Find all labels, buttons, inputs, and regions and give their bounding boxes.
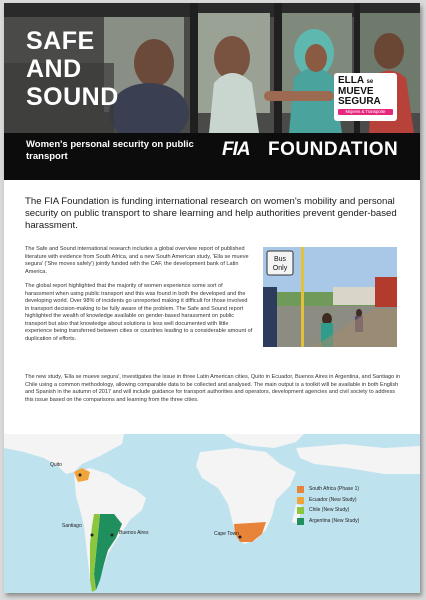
map-label-buenos-aires: Buenos Aires [119, 530, 149, 536]
bus-stop-photo [263, 247, 397, 347]
quito-marker [79, 474, 82, 477]
body-paragraph: The new study, 'Ella se mueve segura', investigates the issue in three Latin American cities, Quito in Ecuador, Buenos Aires in Argentina, and Santiago in Chile using a common methodology, allowing comparable data to be collected and analysed. The main output is a toolkit will be available in both English and Spanish in the autumn of 2017 and will include guidance for transport authorities and operators, development agencies and civil society to address this issue based on the comparisons and learning from the three cities. [25, 374, 401, 403]
legend-label: South Africa (Phase 1) [309, 486, 360, 492]
legend-item [297, 517, 397, 528]
page-title [26, 27, 186, 111]
header [4, 3, 420, 180]
fia-logo-word: FOUNDATION [268, 139, 399, 160]
legend-swatch-argentina [297, 518, 304, 525]
title-line: AND [26, 55, 82, 83]
santiago-marker [91, 534, 94, 537]
north-america-land [4, 434, 124, 474]
intro-paragraph: The FIA Foundation is funding international research on women's mobility and personal security on public transport to share learning and help authorities prevent gender-based harassment. [25, 196, 397, 232]
body-full-width [25, 374, 403, 404]
ella-logo-line3: SEGURA [338, 96, 381, 107]
europe-land [224, 434, 304, 448]
fia-foundation-logo [222, 139, 402, 163]
legend-item [297, 506, 397, 517]
page-subtitle: Women's personal security on public transport [26, 139, 194, 162]
fia-logo-mark: FIA [222, 139, 250, 160]
legend-label: Argentina (New Study) [309, 517, 360, 524]
legend-swatch-ecuador [297, 497, 304, 504]
legend-label: Chile (New Study) [309, 507, 350, 513]
ella-logo-line2: MUEVE [338, 86, 374, 97]
ella-logo-tagline: Mujeres & Transporte [338, 109, 393, 115]
legend-label: Ecuador (New Study) [309, 496, 357, 503]
map-label-cape-town: Cape Town [214, 531, 239, 537]
title-line: SAFE [26, 27, 95, 55]
legend-swatch-chile [297, 507, 304, 514]
legend-swatch-south-africa [297, 486, 304, 493]
body-column [25, 246, 253, 350]
flyer-page [4, 3, 420, 593]
map-label-santiago: Santiago [62, 523, 82, 529]
body-paragraph: The global report highlighted that the majority of women experience some sort of harassment when using public transport and this was found in both the developed and the developing world. Over 98% of incidents go unreported making it difficult for those involved in transport decision-making to be fully aware of the problem. The Safe and Sound report highlighted the wealth of knowledge available on gender-based harassment on public transport but also that knowledge about solutions is less well documented with little experience being transferred between cities or countries leading to a considerable amount of duplication of efforts. [25, 283, 253, 342]
map-legend [297, 485, 397, 527]
body-paragraph: The Safe and Sound international research includes a global overview report of published literature with evidence from South Africa, and a new South American study, 'Ella se mueve segura' ('She moves safely') jointly funded with the CAF, the development bank of Latin America. [25, 246, 249, 275]
legend-item [297, 496, 397, 507]
ella-logo-line1: ELLA se [338, 75, 374, 86]
map-label-quito: Quito [50, 462, 62, 468]
legend-item [297, 485, 397, 496]
svg-text:Only: Only [272, 265, 288, 272]
buenos-aires-marker [111, 534, 114, 537]
ella-se-mueve-segura-logo [334, 73, 397, 121]
svg-text:Bus: Bus [273, 256, 287, 263]
asia-land [296, 444, 420, 474]
title-line: SOUND [26, 83, 119, 111]
